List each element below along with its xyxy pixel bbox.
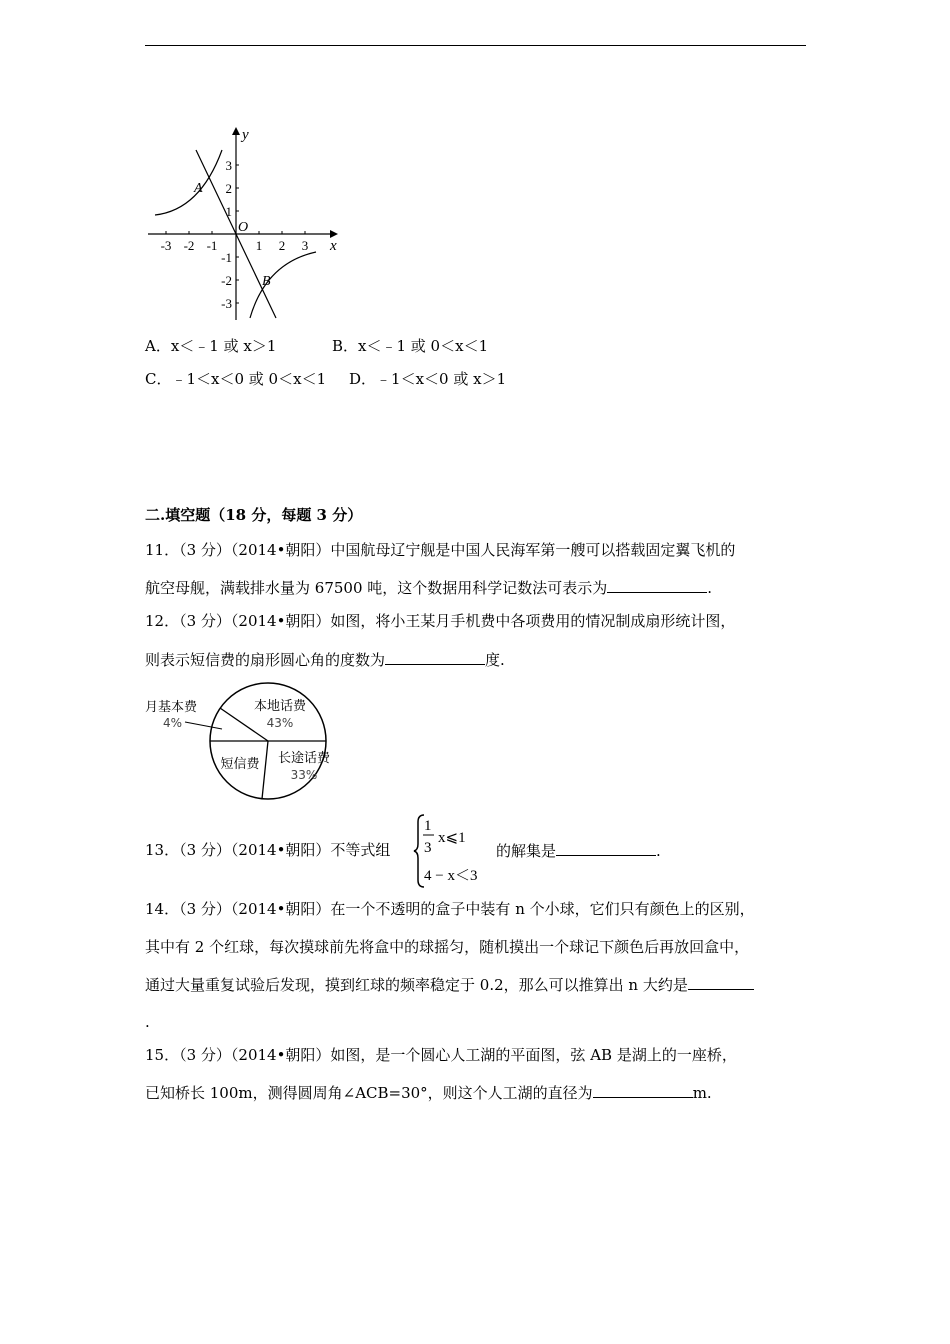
- x-tick-label: -2: [183, 238, 195, 253]
- y-axis-arrow: [232, 127, 240, 135]
- q14-line4: .: [145, 1013, 150, 1031]
- pie-chart: [140, 680, 340, 805]
- y-tick-label: 3: [225, 158, 232, 173]
- q14-line3: 通过大量重复试验后发现，摸到红球的频率稳定于 0.2，那么可以推算出 n 大约是: [145, 974, 754, 995]
- system-brace: [414, 815, 424, 887]
- pie-leader-line: [185, 722, 222, 729]
- inequality-1: x⩽1: [438, 830, 466, 846]
- answer-blank: [688, 974, 754, 990]
- answer-blank: [385, 649, 485, 665]
- y-axis-label: y: [242, 127, 249, 143]
- q12-line1: 12．（3 分）（2014•朝阳）如图，将小王某月手机费中各项费用的情况制成扇形统计图，: [145, 612, 736, 630]
- y-tick-label: -3: [221, 296, 232, 311]
- pie-divider: [262, 741, 268, 799]
- fraction-numerator: 1: [424, 818, 432, 834]
- q14-line1: 14．（3 分）（2014•朝阳）在一个不透明的盒子中装有 n 个小球，它们只有颜色上的区别，: [145, 900, 755, 918]
- q13-before: 13．（3 分）（2014•朝阳）不等式组: [145, 841, 391, 859]
- inequality-2: 4 − x＜3: [424, 868, 478, 884]
- pie-label-monthly: 月基本费: [145, 700, 198, 715]
- pie-label-local: 本地话费: [253, 699, 307, 714]
- point-b-label: B: [262, 274, 271, 289]
- x-tick-label: 2: [278, 238, 286, 253]
- pie-pct-local: 43%: [266, 716, 294, 730]
- x-tick-label: 1: [255, 238, 263, 253]
- origin-label: O: [238, 220, 249, 235]
- answer-blank: [607, 577, 707, 593]
- answer-blank: [556, 840, 656, 856]
- x-axis-arrow: [330, 230, 338, 238]
- pie-pct-long: 33%: [290, 768, 318, 782]
- answer-blank: [593, 1082, 693, 1098]
- q15-line2: 已知桥长 100m，测得圆周角∠ACB=30°，则这个人工湖的直径为 m.: [145, 1084, 712, 1102]
- pie-pct-monthly: 4%: [163, 716, 183, 730]
- point-a-label: A: [194, 181, 203, 196]
- x-tick-label: -3: [160, 238, 172, 253]
- y-tick-label: 1: [225, 204, 232, 219]
- section-title: 二.填空题（18 分，每题 3 分）: [145, 506, 363, 524]
- q14-line2: 其中有 2 个红球，每次摸球前先将盒中的球摇匀，随机摸出一个球记下颜色后再放回盒中，: [145, 938, 750, 956]
- y-tick-label: -1: [221, 250, 232, 265]
- q13-after: 的解集是 .: [496, 842, 661, 860]
- option-a: A．x＜﹣1 或 x＞1: [145, 337, 277, 355]
- pie-label-long: 长途话费: [277, 751, 331, 766]
- fraction-denominator: 3: [424, 840, 432, 856]
- y-tick-label: -2: [221, 273, 232, 288]
- q15-line1: 15．（3 分）（2014•朝阳）如图，是一个圆心人工湖的平面图，弦 AB 是湖上的一座桥，: [145, 1046, 737, 1064]
- pie-label-sms: 短信费: [220, 757, 260, 772]
- x-tick-label: -1: [206, 238, 218, 253]
- header-rule: [145, 45, 806, 46]
- y-tick-label: 2: [225, 181, 232, 196]
- q11-line1: 11．（3 分）（2014•朝阳）中国航母辽宁舰是中国人民海军第一艘可以搭载固定翼飞机的: [145, 541, 736, 559]
- q11-line2: 航空母舰，满载排水量为 67500 吨，这个数据用科学记数法可表示为 .: [145, 579, 713, 597]
- option-c: C．﹣1＜x＜0 或 0＜x＜1: [145, 370, 327, 388]
- option-d: D．﹣1＜x＜0 或 x＞1: [349, 370, 507, 388]
- inequality-system: [412, 812, 494, 890]
- x-tick-label: 3: [301, 238, 309, 253]
- option-b: B．x＜﹣1 或 0＜x＜1: [332, 337, 489, 355]
- x-axis-label: x: [330, 238, 337, 254]
- q12-line2: 则表示短信费的扇形圆心角的度数为 度.: [145, 651, 505, 669]
- function-graph: [140, 120, 350, 325]
